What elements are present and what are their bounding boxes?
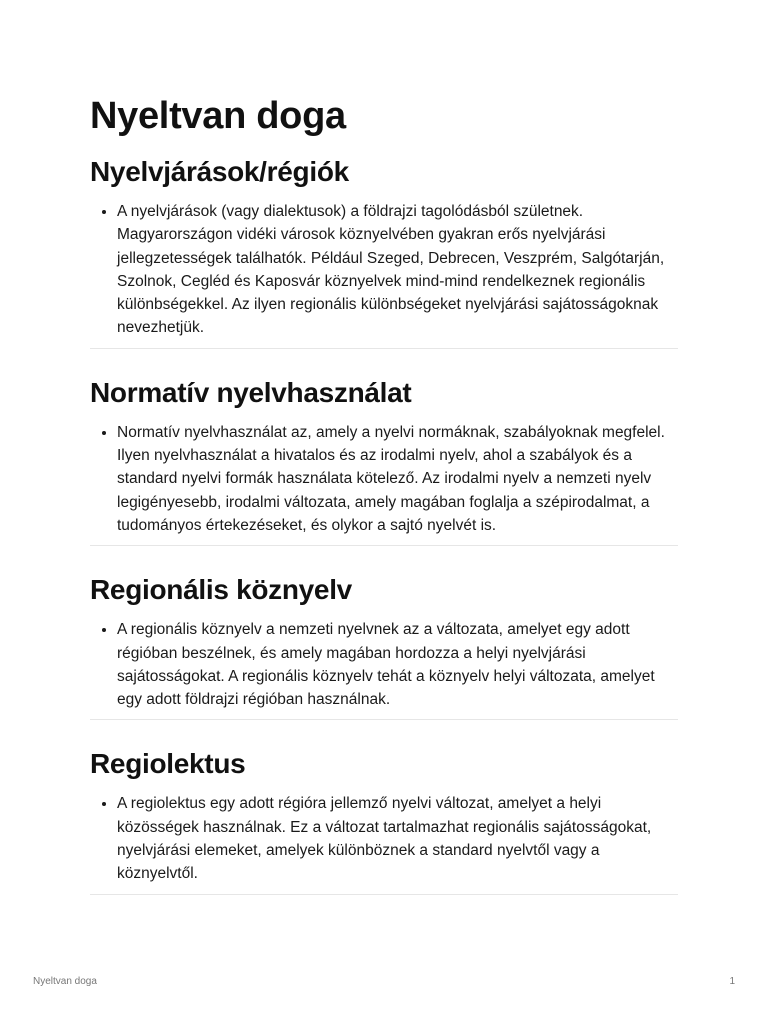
bullet-list: [90, 618, 678, 711]
section-normativ: [90, 375, 678, 546]
list-item: • Normatív nyelvhasználat az, amely a nyelvi normáknak, szabályoknak megfelel. Ilyen nyelvhasználat a hivatalos és az irodalmi nyelv, ahol a szabályok és a standard nyelvi formák használata kötelező. Az irodalmi nyelv a nemzeti nyelv legigényesebb, irodalmi változata, amely magában foglalja a szépirodalmat, a tudományos értekezéseket, és olykor a sajtó nyelvét is.: [117, 421, 678, 537]
bullet-list: [90, 421, 678, 537]
document-page: [90, 92, 678, 921]
footer-page-number: 1: [729, 976, 735, 987]
list-item: • A regiolektus egy adott régióra jellemző nyelvi változat, amelyet a helyi közösségek használnak. Ez a változat tartalmazhat regionális sajátosságokat, nyelvjárási elemeket, amelyek különböznek a standard nyelvtől vagy a köznyelvtől.: [117, 792, 678, 885]
section-heading: Regiolektus: [90, 748, 246, 780]
section-heading: Normatív nyelvhasználat: [90, 376, 412, 408]
section-regiolektus: [90, 746, 678, 894]
section-heading: Regionális köznyelv: [90, 574, 352, 606]
bullet-list: [90, 200, 678, 340]
bullet-list: [90, 792, 678, 885]
section-nyelvjarasok: [90, 154, 678, 349]
footer-document-title: Nyeltvan doga: [33, 976, 97, 987]
document-title: Nyeltvan doga: [90, 95, 346, 137]
section-heading: Nyelvjárások/régiók: [90, 156, 349, 187]
section-regionalis-koznyelv: [90, 572, 678, 720]
list-item: • A nyelvjárások (vagy dialektusok) a földrajzi tagolódásból születnek. Magyarországon vidéki városok köznyelvében gyakran erős nyelvjárási jellegzetességek találhatók. Például Szeged, Debrecen, Veszprém, Salgótarján, Szolnok, Cegléd és Kaposvár köznyelvek mind-mind rendelkeznek regionális különbségekkel. Az ilyen regionális különbségeket nyelvjárási sajátosságoknak nevezhetjük.: [117, 200, 678, 340]
list-item: • A regionális köznyelv a nemzeti nyelvnek az a változata, amelyet egy adott régióban beszélnek, és amely magában hordozza a helyi nyelvjárási sajátosságokat. A regionális köznyelv tehát a köznyelv helyi változata, amelyet egy adott földrajzi régióban használnak.: [117, 618, 678, 711]
